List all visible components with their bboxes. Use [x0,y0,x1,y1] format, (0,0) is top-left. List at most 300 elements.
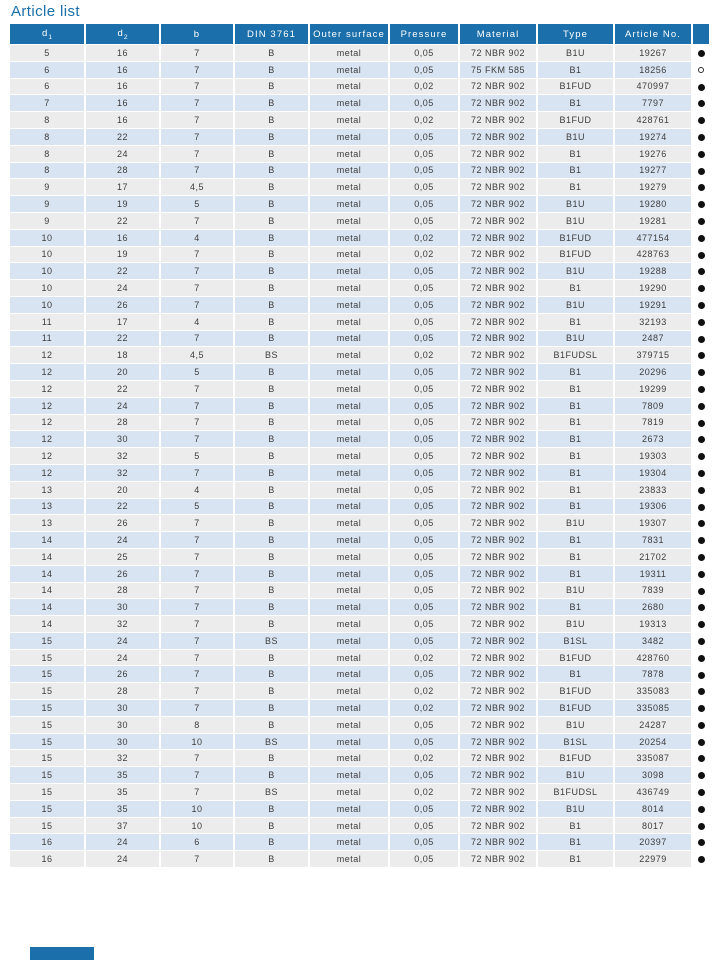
availability-filled-dot-icon [698,537,705,544]
availability-filled-dot-icon [698,285,705,292]
cell-material: 72 NBR 902 [460,784,538,801]
cell-pressure: 0,05 [390,163,460,180]
cell-material: 72 NBR 902 [460,734,538,751]
cell-d2: 28 [86,415,161,432]
cell-din-3761: B [235,280,310,297]
cell-d1: 15 [10,734,86,751]
cell-din-3761: B [235,230,310,247]
cell-b: 7 [161,331,235,348]
availability-filled-dot-icon [698,403,705,410]
cell-type: B1 [538,62,615,79]
cell-d2: 16 [86,45,161,62]
table-row [10,482,709,499]
page-title: Article list [11,3,80,20]
cell-type: B1U [538,263,615,280]
column-header-outer-surface: Outer surface [310,24,390,45]
cell-type: B1 [538,314,615,331]
cell-material: 72 NBR 902 [460,834,538,851]
cell-type: B1 [538,499,615,516]
cell-d1: 9 [10,196,86,213]
cell-d1: 12 [10,431,86,448]
availability-filled-dot-icon [698,520,705,527]
cell-d1: 15 [10,633,86,650]
availability-filled-dot-icon [698,806,705,813]
cell-d1: 14 [10,616,86,633]
table-row [10,45,709,62]
cell-pressure: 0,05 [390,583,460,600]
cell-outer-surface: metal [310,448,390,465]
cell-d1: 12 [10,398,86,415]
cell-outer-surface: metal [310,515,390,532]
cell-pressure: 0,05 [390,801,460,818]
cell-d1: 15 [10,750,86,767]
column-header-availability [693,24,709,45]
cell-article-no: 477154 [615,230,693,247]
cell-din-3761: B [235,750,310,767]
cell-type: B1 [538,398,615,415]
availability-cell [693,179,709,196]
cell-outer-surface: metal [310,599,390,616]
cell-d2: 19 [86,247,161,264]
cell-article-no: 379715 [615,347,693,364]
cell-d1: 12 [10,364,86,381]
cell-pressure: 0,02 [390,650,460,667]
cell-d1: 12 [10,465,86,482]
column-header-d2: $d_2$ [86,24,161,45]
cell-d2: 35 [86,784,161,801]
cell-din-3761: B [235,532,310,549]
cell-b: 7 [161,599,235,616]
cell-b: 4,5 [161,179,235,196]
cell-material: 72 NBR 902 [460,381,538,398]
cell-outer-surface: metal [310,532,390,549]
cell-b: 7 [161,767,235,784]
cell-d1: 10 [10,280,86,297]
cell-type: B1 [538,482,615,499]
cell-d1: 12 [10,415,86,432]
cell-outer-surface: metal [310,129,390,146]
cell-material: 72 NBR 902 [460,482,538,499]
cell-d2: 28 [86,163,161,180]
cell-b: 8 [161,717,235,734]
availability-filled-dot-icon [698,755,705,762]
cell-pressure: 0,05 [390,196,460,213]
cell-outer-surface: metal [310,146,390,163]
cell-material: 72 NBR 902 [460,364,538,381]
cell-material: 72 NBR 902 [460,230,538,247]
table-row [10,280,709,297]
cell-d2: 16 [86,230,161,247]
cell-d2: 24 [86,650,161,667]
table-row [10,784,709,801]
cell-outer-surface: metal [310,347,390,364]
column-header-type: Type [538,24,615,45]
table-row [10,532,709,549]
cell-din-3761: B [235,465,310,482]
cell-material: 72 NBR 902 [460,129,538,146]
availability-cell [693,515,709,532]
availability-cell [693,347,709,364]
table-row [10,381,709,398]
column-header-article-no: Article No. [615,24,693,45]
table-row [10,717,709,734]
cell-outer-surface: metal [310,415,390,432]
cell-d1: 12 [10,381,86,398]
cell-outer-surface: metal [310,62,390,79]
availability-cell [693,650,709,667]
cell-din-3761: B [235,112,310,129]
table-row [10,700,709,717]
cell-b: 5 [161,364,235,381]
cell-type: B1FUDSL [538,347,615,364]
cell-outer-surface: metal [310,297,390,314]
table-row [10,750,709,767]
table-row [10,448,709,465]
cell-pressure: 0,05 [390,532,460,549]
cell-d2: 26 [86,666,161,683]
cell-material: 72 NBR 902 [460,633,538,650]
cell-d1: 15 [10,700,86,717]
table-row [10,683,709,700]
cell-din-3761: BS [235,633,310,650]
cell-outer-surface: metal [310,784,390,801]
availability-cell [693,95,709,112]
cell-article-no: 2680 [615,599,693,616]
cell-article-no: 20296 [615,364,693,381]
cell-material: 72 NBR 902 [460,347,538,364]
cell-outer-surface: metal [310,683,390,700]
table-row [10,583,709,600]
cell-b: 7 [161,650,235,667]
cell-b: 7 [161,129,235,146]
cell-d2: 18 [86,347,161,364]
cell-d2: 22 [86,499,161,516]
article-list-table [10,24,709,868]
table-row [10,112,709,129]
cell-pressure: 0,02 [390,750,460,767]
table-row [10,129,709,146]
cell-material: 72 NBR 902 [460,599,538,616]
cell-d2: 35 [86,801,161,818]
cell-b: 7 [161,381,235,398]
cell-d1: 14 [10,583,86,600]
table-row [10,230,709,247]
cell-d1: 15 [10,717,86,734]
availability-filled-dot-icon [698,839,705,846]
cell-material: 72 NBR 902 [460,700,538,717]
availability-cell [693,700,709,717]
cell-d1: 11 [10,314,86,331]
cell-article-no: 7809 [615,398,693,415]
availability-cell [693,717,709,734]
cell-b: 7 [161,532,235,549]
cell-article-no: 19304 [615,465,693,482]
cell-d1: 13 [10,499,86,516]
cell-d2: 25 [86,549,161,566]
cell-pressure: 0,05 [390,599,460,616]
cell-outer-surface: metal [310,263,390,280]
availability-cell [693,566,709,583]
cell-outer-surface: metal [310,280,390,297]
cell-din-3761: B [235,599,310,616]
cell-din-3761: BS [235,784,310,801]
cell-outer-surface: metal [310,717,390,734]
cell-d2: 26 [86,297,161,314]
cell-d1: 10 [10,297,86,314]
cell-type: B1 [538,415,615,432]
cell-material: 72 NBR 902 [460,767,538,784]
cell-din-3761: B [235,398,310,415]
cell-b: 7 [161,851,235,868]
cell-b: 4,5 [161,347,235,364]
cell-article-no: 19267 [615,45,693,62]
cell-pressure: 0,05 [390,213,460,230]
cell-d2: 20 [86,482,161,499]
availability-filled-dot-icon [698,218,705,225]
cell-din-3761: B [235,851,310,868]
availability-cell [693,734,709,751]
cell-outer-surface: metal [310,700,390,717]
cell-b: 7 [161,79,235,96]
cell-b: 7 [161,45,235,62]
cell-outer-surface: metal [310,851,390,868]
cell-pressure: 0,05 [390,834,460,851]
cell-pressure: 0,05 [390,515,460,532]
availability-cell [693,45,709,62]
table-row [10,62,709,79]
cell-material: 72 NBR 902 [460,297,538,314]
cell-d2: 30 [86,599,161,616]
availability-filled-dot-icon [698,420,705,427]
cell-d2: 26 [86,566,161,583]
availability-filled-dot-icon [698,235,705,242]
column-header-subscript: 2 [123,33,128,41]
cell-outer-surface: metal [310,431,390,448]
cell-pressure: 0,05 [390,566,460,583]
cell-article-no: 19313 [615,616,693,633]
cell-article-no: 19279 [615,179,693,196]
cell-d1: 7 [10,95,86,112]
cell-b: 5 [161,196,235,213]
cell-material: 72 NBR 902 [460,666,538,683]
cell-d2: 20 [86,364,161,381]
availability-cell [693,247,709,264]
cell-type: B1 [538,599,615,616]
availability-cell [693,499,709,516]
table-row [10,196,709,213]
cell-pressure: 0,05 [390,482,460,499]
cell-b: 7 [161,465,235,482]
cell-d2: 22 [86,381,161,398]
table-row [10,515,709,532]
availability-cell [693,314,709,331]
cell-type: B1FUD [538,112,615,129]
cell-type: B1SL [538,734,615,751]
cell-material: 72 NBR 902 [460,566,538,583]
cell-d2: 22 [86,263,161,280]
cell-outer-surface: metal [310,566,390,583]
cell-din-3761: B [235,196,310,213]
cell-outer-surface: metal [310,230,390,247]
availability-filled-dot-icon [698,386,705,393]
cell-type: B1U [538,767,615,784]
cell-din-3761: B [235,767,310,784]
availability-filled-dot-icon [698,151,705,158]
table-row [10,616,709,633]
cell-din-3761: B [235,297,310,314]
table-row [10,499,709,516]
cell-d1: 8 [10,146,86,163]
cell-din-3761: B [235,566,310,583]
cell-d1: 15 [10,666,86,683]
cell-pressure: 0,05 [390,549,460,566]
cell-b: 7 [161,666,235,683]
cell-article-no: 7878 [615,666,693,683]
availability-filled-dot-icon [698,621,705,628]
availability-cell [693,297,709,314]
cell-d2: 17 [86,314,161,331]
availability-cell [693,62,709,79]
cell-b: 7 [161,683,235,700]
cell-pressure: 0,02 [390,700,460,717]
cell-b: 7 [161,415,235,432]
cell-outer-surface: metal [310,79,390,96]
cell-pressure: 0,05 [390,331,460,348]
availability-cell [693,146,709,163]
cell-d1: 8 [10,112,86,129]
availability-filled-dot-icon [698,823,705,830]
availability-cell [693,163,709,180]
cell-outer-surface: metal [310,583,390,600]
cell-type: B1 [538,532,615,549]
cell-d2: 24 [86,851,161,868]
cell-type: B1FUD [538,750,615,767]
cell-d2: 24 [86,633,161,650]
cell-article-no: 19306 [615,499,693,516]
cell-outer-surface: metal [310,734,390,751]
cell-d2: 24 [86,834,161,851]
cell-b: 7 [161,616,235,633]
cell-d1: 14 [10,532,86,549]
cell-material: 72 NBR 902 [460,263,538,280]
cell-article-no: 23833 [615,482,693,499]
cell-b: 7 [161,280,235,297]
cell-pressure: 0,05 [390,62,460,79]
cell-d2: 37 [86,818,161,835]
cell-d2: 16 [86,79,161,96]
cell-d2: 30 [86,717,161,734]
cell-article-no: 428763 [615,247,693,264]
cell-material: 72 NBR 902 [460,146,538,163]
cell-din-3761: B [235,482,310,499]
cell-pressure: 0,05 [390,448,460,465]
cell-pressure: 0,05 [390,179,460,196]
footer-accent-bar [30,947,94,960]
cell-type: B1U [538,297,615,314]
cell-type: B1U [538,129,615,146]
cell-din-3761: B [235,163,310,180]
availability-filled-dot-icon [698,302,705,309]
table-row [10,633,709,650]
table-row [10,398,709,415]
availability-cell [693,381,709,398]
table-row [10,818,709,835]
availability-filled-dot-icon [698,352,705,359]
column-header-din-3761: DIN 3761 [235,24,310,45]
cell-article-no: 19274 [615,129,693,146]
availability-cell [693,364,709,381]
table-row [10,314,709,331]
cell-d1: 14 [10,599,86,616]
column-header-b: b [161,24,235,45]
cell-din-3761: B [235,583,310,600]
cell-d1: 15 [10,784,86,801]
cell-outer-surface: metal [310,196,390,213]
availability-cell [693,834,709,851]
cell-din-3761: B [235,146,310,163]
cell-material: 72 NBR 902 [460,448,538,465]
cell-din-3761: B [235,683,310,700]
cell-pressure: 0,05 [390,398,460,415]
cell-article-no: 19288 [615,263,693,280]
cell-material: 72 NBR 902 [460,79,538,96]
cell-material: 72 NBR 902 [460,583,538,600]
cell-material: 72 NBR 902 [460,196,538,213]
table-row [10,247,709,264]
cell-b: 4 [161,482,235,499]
table-row [10,767,709,784]
cell-type: B1 [538,465,615,482]
cell-din-3761: B [235,700,310,717]
cell-article-no: 19280 [615,196,693,213]
cell-type: B1FUDSL [538,784,615,801]
cell-d2: 35 [86,767,161,784]
column-header-subscript: 1 [48,33,52,41]
cell-d2: 17 [86,179,161,196]
cell-d1: 12 [10,347,86,364]
cell-outer-surface: metal [310,633,390,650]
table-row [10,465,709,482]
cell-outer-surface: metal [310,801,390,818]
cell-din-3761: BS [235,734,310,751]
availability-cell [693,683,709,700]
cell-pressure: 0,05 [390,717,460,734]
cell-material: 72 NBR 902 [460,801,538,818]
cell-pressure: 0,05 [390,616,460,633]
cell-b: 10 [161,734,235,751]
cell-pressure: 0,02 [390,230,460,247]
cell-pressure: 0,05 [390,95,460,112]
cell-b: 7 [161,633,235,650]
availability-cell [693,784,709,801]
cell-outer-surface: metal [310,112,390,129]
cell-din-3761: B [235,801,310,818]
cell-article-no: 335083 [615,683,693,700]
cell-type: B1FUD [538,230,615,247]
availability-cell [693,415,709,432]
cell-din-3761: B [235,834,310,851]
cell-d2: 28 [86,683,161,700]
table-row [10,734,709,751]
cell-din-3761: B [235,62,310,79]
cell-type: B1 [538,146,615,163]
cell-pressure: 0,05 [390,297,460,314]
cell-pressure: 0,05 [390,767,460,784]
cell-article-no: 19307 [615,515,693,532]
availability-cell [693,818,709,835]
cell-b: 7 [161,398,235,415]
cell-article-no: 24287 [615,717,693,734]
